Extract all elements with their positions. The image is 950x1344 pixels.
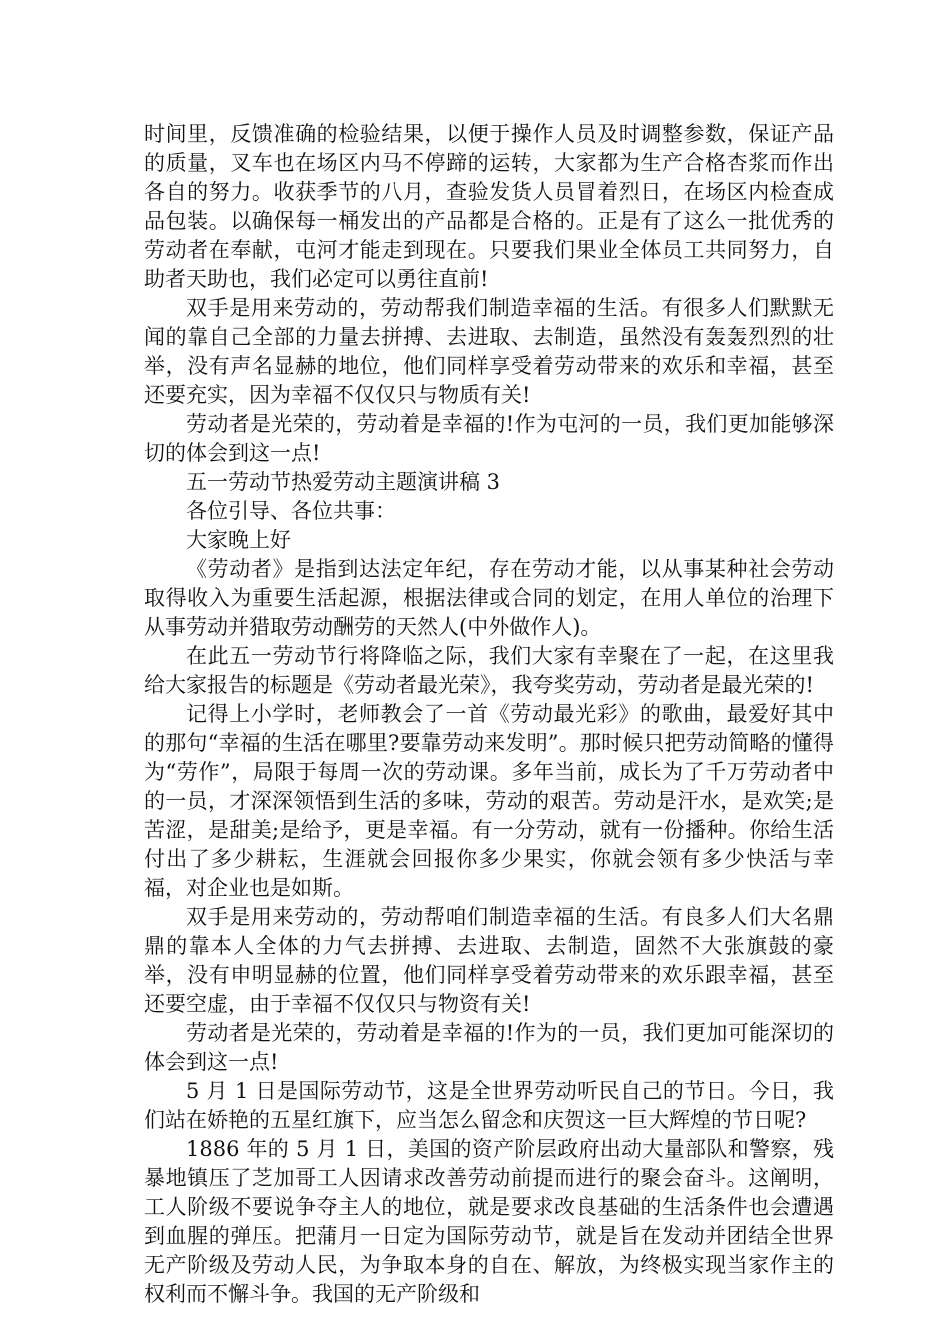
paragraph-8: 在此五一劳动节行将降临之际，我们大家有幸聚在了一起，在这里我给大家报告的标题是《劳动者最光荣》，我夸奖劳动，劳动者是最光荣的! [144,644,834,697]
salutation: 各位引导、各位共事： [186,499,396,523]
paragraph-7: 《劳动者》是指到达法定年纪，存在劳动才能，以从事某种社会劳动取得收入为重要生活起源，根据法律或合同的划定，在用人单位的治理下从事劳动并猎取劳动酬劳的天然人(中外做作人)。 [144,557,834,639]
document-page [144,120,834,1309]
paragraph-12: 5 月 1 日是国际劳动节，这是全世界劳动听民自己的节日。今日，我们站在娇艳的五星红旗下，应当怎么留念和庆贺这一巨大辉煌的节日呢? [144,1079,834,1132]
greeting: 大家晚上好 [186,528,291,552]
paragraph-2: 双手是用来劳动的，劳动帮我们制造幸福的生活。有很多人们默默无闻的靠自己全部的力量去拼搏、去进取、去制造，虽然没有轰轰烈烈的壮举，没有声名显赫的地位，他们同样享受着劳动带来的欢乐和幸福，甚至还要充实，因为幸福不仅仅只与物质有关! [144,296,834,407]
paragraph-1: 时间里，反馈准确的检验结果，以便于操作人员及时调整参数，保证产品的质量，叉车也在场区内马不停蹄的运转，大家都为生产合格杏浆而作出各自的努力。收获季节的八月，查验发货人员冒着烈日，在场区内检查成品包装。以确保每一桶发出的产品都是合格的。正是有了这么一批优秀的劳动者在奉献，屯河才能走到现在。只要我们果业全体员工共同努力，自助者天助也，我们必定可以勇往直前! [144,122,834,291]
paragraph-3: 劳动者是光荣的，劳动着是幸福的!作为屯河的一员，我们更加能够深切的体会到这一点! [144,412,834,465]
paragraph-13: 1886 年的 5 月 1 日，美国的资产阶层政府出动大量部队和警察，残暴地镇压了芝加哥工人因请求改善劳动前提而进行的聚会奋斗。这阐明，工人阶级不要说争夺主人的地位，就是要求改良基础的生活条件也会遭遇到血腥的弹压。把蒲月一日定为国际劳动节，就是旨在发动并团结全世界无产阶级及劳动人民，为争取本身的自在、解放，为终极实现当家作主的权利而不懈斗争。我国的无产阶级和 [144,1137,834,1306]
paragraph-10: 双手是用来劳动的，劳动帮咱们制造幸福的生活。有良多人们大名鼎鼎的靠本人全体的力气去拼搏、去进取、去制造，固然不大张旗鼓的豪举，没有申明显赫的位置，他们同样享受着劳动带来的欢乐跟幸福，甚至还要空虚，由于幸福不仅仅只与物资有关! [144,905,834,1016]
speech-title: 五一劳动节热爱劳动主题演讲稿 3 [186,470,501,494]
paragraph-11: 劳动者是光荣的，劳动着是幸福的!作为的一员，我们更加可能深切的体会到这一点! [144,1021,834,1074]
paragraph-9: 记得上小学时，老师教会了一首《劳动最光彩》的歌曲，最爱好其中的那句“幸福的生活在哪里?要靠劳动来发明”。那时候只把劳动简略的懂得为“劳作”，局限于每周一次的劳动课。多年当前，成长为了千万劳动者中的一员，才深深领悟到生活的多味，劳动的艰苦。劳动是汗水，是欢笑;是苦涩，是甜美;是给予，更是幸福。有一分劳动，就有一份播种。你给生活付出了多少耕耘，生涯就会回报你多少果实，你就会领有多少快活与幸福，对企业也是如斯。 [144,702,834,900]
